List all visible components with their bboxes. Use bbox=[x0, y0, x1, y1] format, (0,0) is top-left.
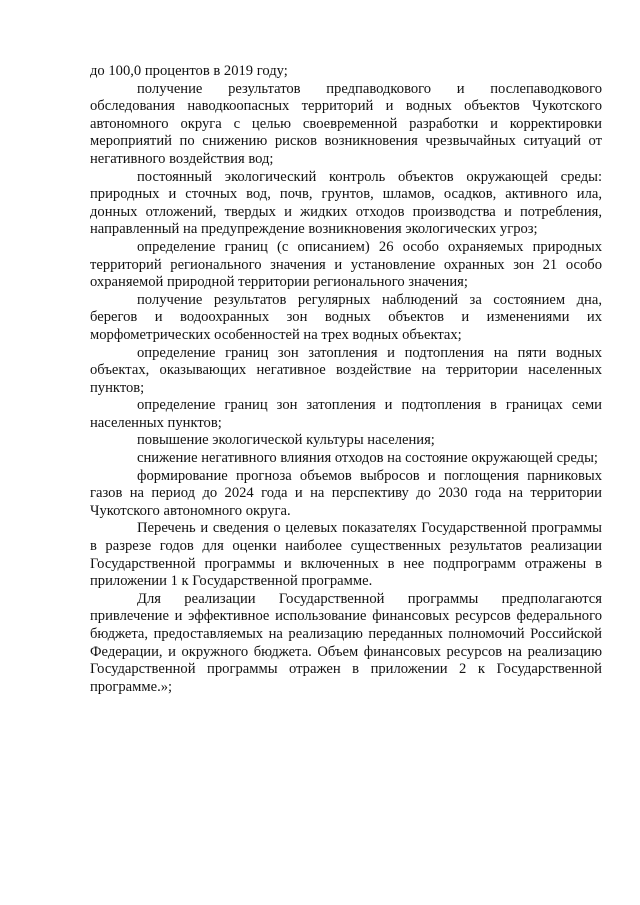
paragraph-greenhouse-forecast: формирование прогноза объемов выбросов и поглощения парниковых газов на период до 2024 года и на перспективу до 2030 года на территории Чукотского автономного округа. bbox=[90, 467, 602, 519]
paragraph-flood-survey: получение результатов предпаводкового и послепаводкового обследования наводкоопасных территорий и водных объектов Чукотского автономного округа с целью своевременной разработки и корректировки мероприятий по снижению рисков возникновения чрезвычайных ситуаций от негативного воздействия вод; bbox=[90, 80, 602, 167]
paragraph-ecological-culture: повышение экологической культуры населения; bbox=[137, 432, 435, 449]
paragraph-waste-impact: снижение негативного влияния отходов на состояние окружающей среды; bbox=[137, 450, 598, 467]
paragraph-flood-zones-water: определение границ зон затопления и подтопления на пяти водных объектах, оказывающих негативное воздействие на территории населенных пунктов; bbox=[90, 344, 602, 396]
paragraph-environmental-control: постоянный экологический контроль объектов окружающей среды: природных и сточных вод, почв, грунтов, шламов, осадков, активного ила, донных отложений, твердых и жидких отходов производства и потребления, направленный на предупреждение возникновения экологических угроз; bbox=[90, 168, 602, 238]
document-page bbox=[90, 63, 602, 696]
paragraph-flood-zones-settlements: определение границ зон затопления и подтопления в границах семи населенных пунктов; bbox=[90, 397, 602, 431]
paragraph-water-observations: получение результатов регулярных наблюдений за состоянием дна, берегов и водоохранных зон водных объектов и изменениями их морфометрических особенностей на трех водных объектах; bbox=[90, 291, 602, 343]
paragraph-target-indicators: Перечень и сведения о целевых показателях Государственной программы в разрезе годов для оценки наиболее существенных результатов реализации Государственной программы и включенных в нее подпрограмм отражены в приложении 1 к Государственной программе. bbox=[90, 520, 602, 590]
paragraph-protected-territories: определение границ (с описанием) 26 особо охраняемых природных территорий регионального значения и установление охранных зон 21 особо охраняемой природной территории регионального значения; bbox=[90, 238, 602, 291]
paragraph-continuation: до 100,0 процентов в 2019 году; bbox=[90, 63, 288, 79]
paragraph-financing: Для реализации Государственной программы предполагаются привлечение и эффективное использование финансовых ресурсов федерального бюджета, предоставляемых на реализацию переданных полномочий Российской Федерации, и окружного бюджета. Объем финансовых ресурсов на реализацию Государственной программы отражен в приложении 2 к Государственной программе.»; bbox=[90, 590, 602, 695]
